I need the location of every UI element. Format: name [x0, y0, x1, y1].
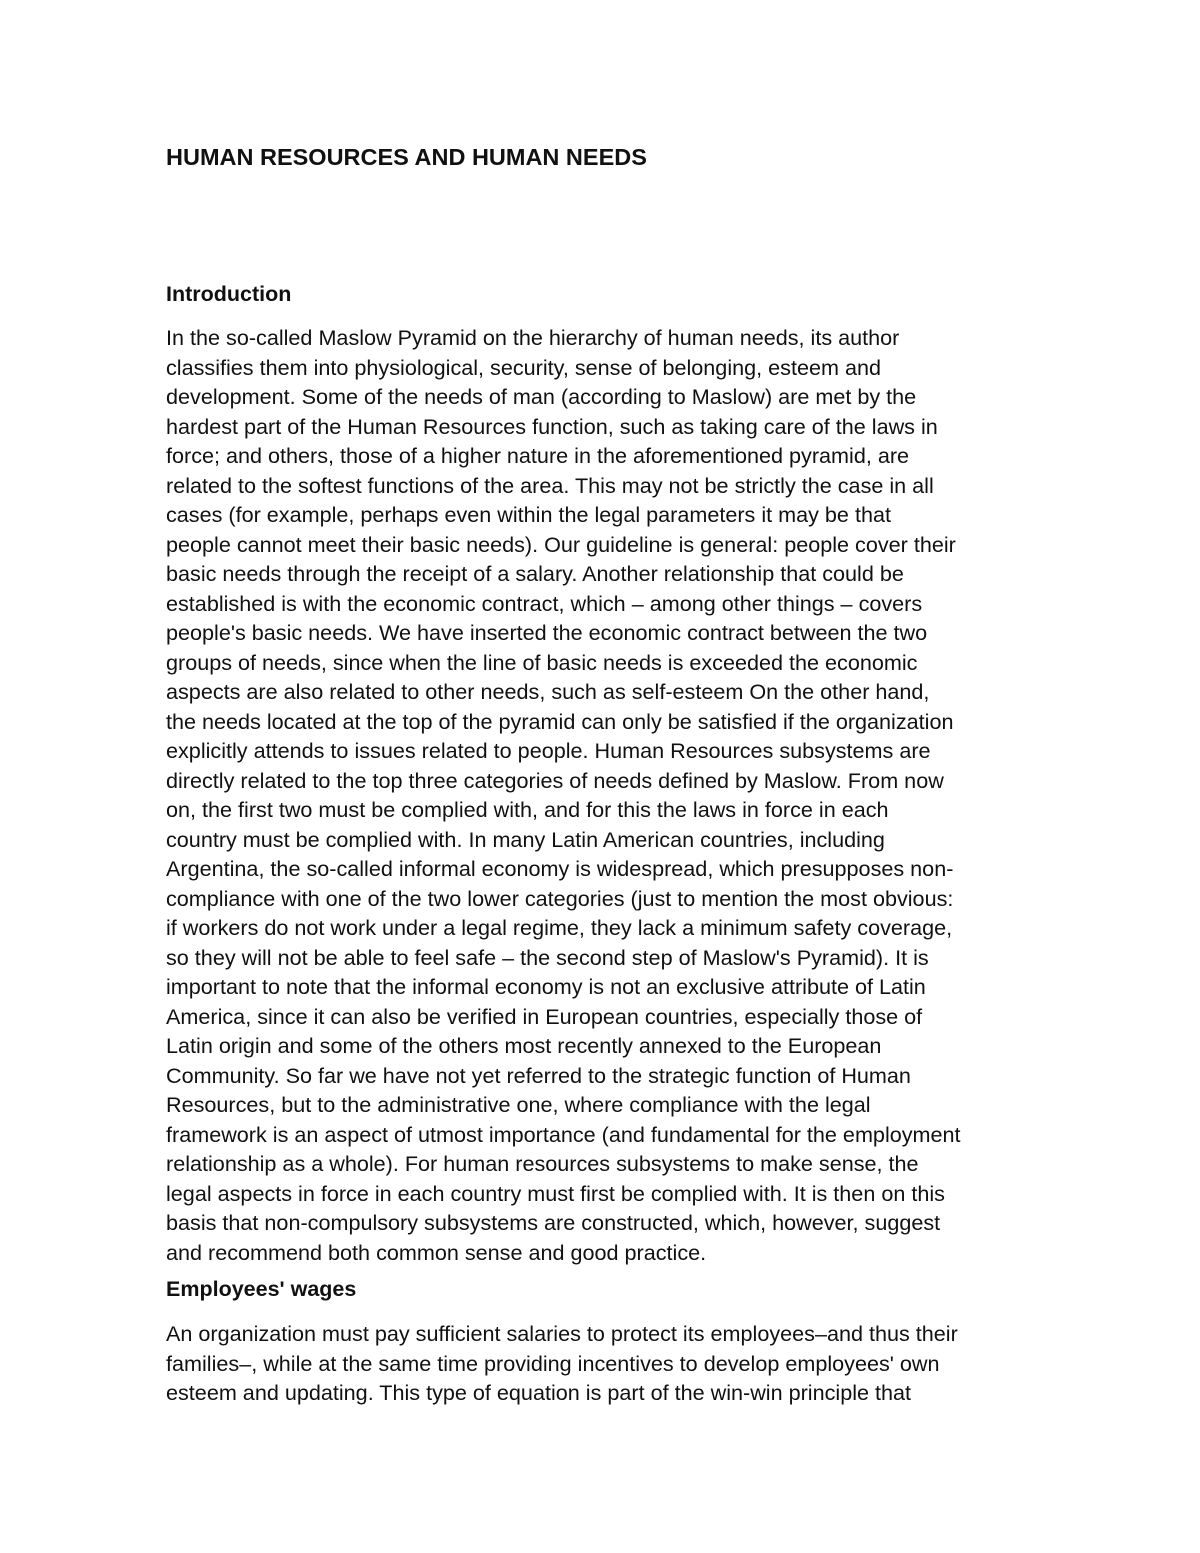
paragraph-line: force; and others, those of a higher nature in the aforementioned pyramid, are [166, 443, 910, 468]
paragraph-line: relationship as a whole). For human resources subsystems to make sense, the [166, 1151, 919, 1176]
paragraph-line: Community. So far we have not yet referred to the strategic function of Human [166, 1062, 911, 1088]
paragraph-line: America, since it can also be verified in European countries, especially those of [166, 1003, 923, 1029]
introduction-paragraph [166, 323, 961, 1267]
paragraph-line: basic needs through the receipt of a salary. Another relationship that could be [166, 561, 904, 586]
paragraph-line: explicitly attends to issues related to people. Human Resources subsystems are [166, 738, 931, 763]
paragraph-line: so they will not be able to feel safe – the second step of Maslow's Pyramid). It is [166, 944, 929, 970]
paragraph-line: Latin origin and some of the others most recently annexed to the European [166, 1033, 882, 1058]
paragraph-line: families–, while at the same time providing incentives to develop employees' own [166, 1350, 940, 1376]
paragraph-line: development. Some of the needs of man (according to Maslow) are met by the [166, 384, 917, 409]
paragraph-line: classifies them into physiological, security, sense of belonging, esteem and [166, 354, 881, 380]
paragraph-line: aspects are also related to other needs, such as self-esteem On the other hand, [166, 679, 930, 704]
document-title: HUMAN RESOURCES AND HUMAN NEEDS [166, 144, 647, 170]
paragraph-line: groups of needs, since when the line of basic needs is exceeded the economic [166, 649, 918, 675]
paragraph-line: Resources, but to the administrative one, where compliance with the legal [166, 1092, 871, 1117]
paragraph-line: people cannot meet their basic needs). Our guideline is general: people cover their [166, 531, 956, 557]
paragraph-line: the needs located at the top of the pyramid can only be satisfied if the organization [166, 708, 954, 734]
paragraph-line: related to the softest functions of the area. This may not be strictly the case in all [166, 472, 934, 498]
paragraph-line: In the so-called Maslow Pyramid on the hierarchy of human needs, its author [166, 325, 900, 350]
paragraph-line: on, the first two must be complied with, and for this the laws in force in each [166, 797, 889, 822]
paragraph-line: compliance with one of the two lower categories (just to mention the most obvious: [166, 885, 954, 911]
paragraph-line: hardest part of the Human Resources function, such as taking care of the laws in [166, 413, 938, 439]
paragraph-line: important to note that the informal economy is not an exclusive attribute of Latin [166, 974, 926, 999]
paragraph-line: directly related to the top three categories of needs defined by Maslow. From now [166, 767, 944, 793]
paragraph-line: basis that non-compulsory subsystems are constructed, which, however, suggest [166, 1210, 941, 1235]
paragraph-line: country must be complied with. In many Latin American countries, including [166, 826, 885, 852]
paragraph-line: people's basic needs. We have inserted the economic contract between the two [166, 620, 928, 645]
paragraph-line: established is with the economic contract, which – among other things – covers [166, 590, 923, 616]
section-heading-introduction: Introduction [166, 282, 292, 306]
paragraph-line: An organization must pay sufficient salaries to protect its employees–and thus their [166, 1321, 958, 1346]
paragraph-line: legal aspects in force in each country must first be complied with. It is then on this [166, 1180, 945, 1206]
paragraph-line: Argentina, the so-called informal economy is widespread, which presupposes non- [166, 856, 954, 881]
employees-wages-paragraph [166, 1319, 958, 1408]
paragraph-line: if workers do not work under a legal regime, they lack a minimum safety coverage, [166, 915, 953, 940]
section-heading-employees-wages: Employees' wages [166, 1277, 357, 1301]
paragraph-line: esteem and updating. This type of equation is part of the win-win principle that [166, 1380, 912, 1405]
paragraph-line: framework is an aspect of utmost importance (and fundamental for the employment [166, 1121, 961, 1147]
paragraph-line: cases (for example, perhaps even within the legal parameters it may be that [166, 502, 891, 527]
paragraph-line: and recommend both common sense and good practice. [166, 1239, 707, 1265]
